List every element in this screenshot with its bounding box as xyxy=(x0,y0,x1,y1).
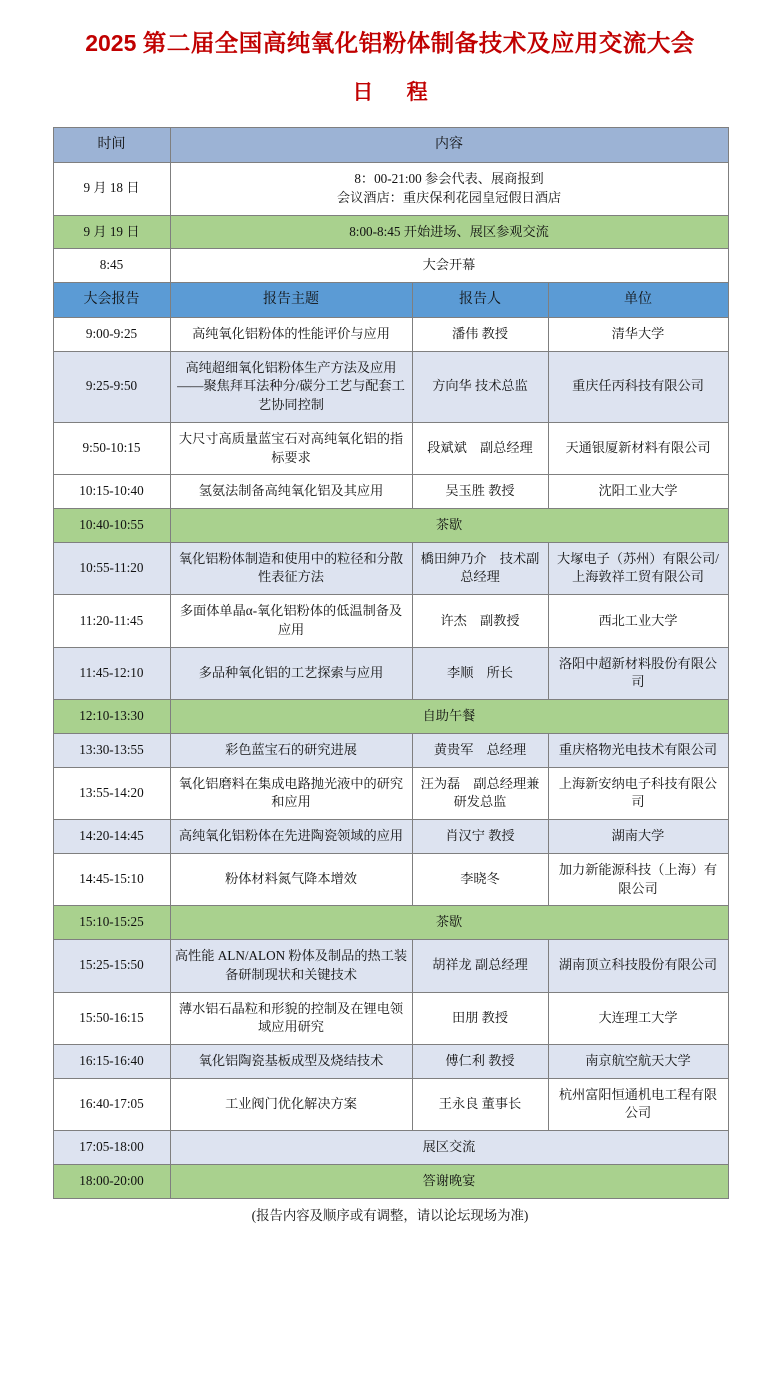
cell-speaker: 方向华 技术总监 xyxy=(412,351,548,422)
cell-time: 15:50-16:15 xyxy=(53,992,170,1044)
cell-time: 15:25-15:50 xyxy=(53,940,170,992)
cell-topic: 氧化铝粉体制造和使用中的粒径和分散性表征方法 xyxy=(170,542,412,594)
table-row xyxy=(53,1078,728,1130)
title-main-text: 第二届全国高纯氧化铝粉体制备技术及应用交流大会 xyxy=(142,31,695,57)
cell-speaker: 汪为磊 副总经理兼研发总监 xyxy=(412,767,548,819)
cell-content xyxy=(170,215,728,249)
schedule-table-wrap xyxy=(53,127,728,1198)
cell-org: 沈阳工业大学 xyxy=(548,475,728,509)
table-row xyxy=(53,906,728,940)
cell-topic: 大尺寸高质量蓝宝石对高纯氧化铝的指标要求 xyxy=(170,422,412,474)
table-row xyxy=(53,733,728,767)
table-row xyxy=(53,647,728,699)
cell-org: 大连理工大学 xyxy=(548,992,728,1044)
cell-topic: 工业阀门优化解决方案 xyxy=(170,1078,412,1130)
title-year: 2025 xyxy=(85,30,137,56)
table-row xyxy=(53,317,728,351)
page-subtitle: 日 程 xyxy=(352,80,442,105)
header-cell-content: 内容 xyxy=(170,128,728,163)
table-row xyxy=(53,992,728,1044)
table-header-row-sessions xyxy=(53,283,728,318)
content-line: 8：00-21:00 参会代表、展商报到 xyxy=(354,171,544,187)
cell-time: 10:15-10:40 xyxy=(53,475,170,509)
header-cell-time: 时间 xyxy=(53,128,170,163)
cell-break-label: 展区交流 xyxy=(170,1131,728,1165)
header-cell-speaker: 报告人 xyxy=(412,283,548,318)
cell-org: 重庆格物光电技术有限公司 xyxy=(548,733,728,767)
cell-time: 17:05-18:00 xyxy=(53,1131,170,1165)
header-cell-session-time: 大会报告 xyxy=(53,283,170,318)
cell-speaker: 王永良 董事长 xyxy=(412,1078,548,1130)
cell-speaker: 傅仁利 教授 xyxy=(412,1044,548,1078)
cell-break-label: 自助午餐 xyxy=(170,700,728,734)
page-title xyxy=(0,30,780,58)
cell-topic: 多品种氧化铝的工艺探索与应用 xyxy=(170,647,412,699)
cell-time: 16:40-17:05 xyxy=(53,1078,170,1130)
table-row xyxy=(53,475,728,509)
cell-topic: 粉体材料氮气降本增效 xyxy=(170,853,412,905)
content-line: 会议酒店：重庆保利花园皇冠假日酒店 xyxy=(336,189,562,205)
table-row xyxy=(53,767,728,819)
table-row xyxy=(53,422,728,474)
cell-speaker: 潘伟 教授 xyxy=(412,317,548,351)
cell-topic: 高纯氧化铝粉体在先进陶瓷领域的应用 xyxy=(170,820,412,854)
table-row xyxy=(53,351,728,422)
cell-org: 洛阳中超新材料股份有限公司 xyxy=(548,647,728,699)
cell-org: 西北工业大学 xyxy=(548,595,728,647)
cell-time: 11:20-11:45 xyxy=(53,595,170,647)
cell-time: 9:25-9:50 xyxy=(53,351,170,422)
table-row xyxy=(53,1131,728,1165)
table-row xyxy=(53,1044,728,1078)
cell-org: 重庆任丙科技有限公司 xyxy=(548,351,728,422)
table-row xyxy=(53,249,728,283)
cell-speaker: 肖汉宁 教授 xyxy=(412,820,548,854)
cell-time: 9 月 19 日 xyxy=(53,215,170,249)
cell-time: 9:50-10:15 xyxy=(53,422,170,474)
cell-speaker: 李顺 所长 xyxy=(412,647,548,699)
table-row xyxy=(53,853,728,905)
cell-speaker: 田朋 教授 xyxy=(412,992,548,1044)
cell-time: 9:00-9:25 xyxy=(53,317,170,351)
cell-time: 16:15-16:40 xyxy=(53,1044,170,1078)
cell-topic: 氢氨法制备高纯氧化铝及其应用 xyxy=(170,475,412,509)
cell-org: 上海新安纳电子科技有限公司 xyxy=(548,767,728,819)
cell-time: 14:45-15:10 xyxy=(53,853,170,905)
schedule-table-body xyxy=(53,128,728,1198)
cell-time: 14:20-14:45 xyxy=(53,820,170,854)
cell-content xyxy=(170,163,728,215)
cell-topic: 彩色蓝宝石的研究进展 xyxy=(170,733,412,767)
cell-org: 加力新能源科技（上海）有限公司 xyxy=(548,853,728,905)
cell-topic: 高纯氧化铝粉体的性能评价与应用 xyxy=(170,317,412,351)
content-line: 大会开幕 xyxy=(422,257,476,273)
table-row xyxy=(53,940,728,992)
cell-speaker: 李晓冬 xyxy=(412,853,548,905)
cell-time: 10:40-10:55 xyxy=(53,509,170,543)
header-cell-org: 单位 xyxy=(548,283,728,318)
cell-time: 8:45 xyxy=(53,249,170,283)
table-row xyxy=(53,509,728,543)
cell-break-label: 答谢晚宴 xyxy=(170,1164,728,1198)
cell-speaker: 橋田紳乃介 技术副总经理 xyxy=(412,542,548,594)
cell-topic: 薄水铝石晶粒和形貌的控制及在锂电领域应用研究 xyxy=(170,992,412,1044)
title-block xyxy=(0,0,780,106)
cell-speaker: 黄贵军 总经理 xyxy=(412,733,548,767)
cell-speaker: 吴玉胜 教授 xyxy=(412,475,548,509)
cell-speaker: 段斌斌 副总经理 xyxy=(412,422,548,474)
footer-note: (报告内容及顺序或有调整，请以论坛现场为准) xyxy=(251,1207,529,1223)
table-row xyxy=(53,595,728,647)
cell-break-label: 茶歇 xyxy=(170,906,728,940)
cell-time: 12:10-13:30 xyxy=(53,700,170,734)
table-row xyxy=(53,820,728,854)
cell-org: 湖南大学 xyxy=(548,820,728,854)
table-header-row-top xyxy=(53,128,728,163)
cell-time: 10:55-11:20 xyxy=(53,542,170,594)
cell-speaker: 胡祥龙 副总经理 xyxy=(412,940,548,992)
cell-org: 大塚电子（苏州）有限公司/上海敦祥工贸有限公司 xyxy=(548,542,728,594)
cell-org: 湖南顶立科技股份有限公司 xyxy=(548,940,728,992)
cell-topic: 氧化铝陶瓷基板成型及烧结技术 xyxy=(170,1044,412,1078)
table-row xyxy=(53,700,728,734)
table-row xyxy=(53,1164,728,1198)
cell-topic: 氧化铝磨料在集成电路抛光液中的研究和应用 xyxy=(170,767,412,819)
table-row xyxy=(53,215,728,249)
header-cell-topic: 报告主题 xyxy=(170,283,412,318)
cell-time: 11:45-12:10 xyxy=(53,647,170,699)
schedule-table xyxy=(53,127,729,1198)
cell-time: 18:00-20:00 xyxy=(53,1164,170,1198)
table-row xyxy=(53,163,728,215)
cell-time: 13:55-14:20 xyxy=(53,767,170,819)
cell-topic: 高性能 ALN/ALON 粉体及制品的热工装备研制现状和关键技术 xyxy=(170,940,412,992)
cell-time: 15:10-15:25 xyxy=(53,906,170,940)
cell-org: 杭州富阳恒通机电工程有限公司 xyxy=(548,1078,728,1130)
cell-time: 13:30-13:55 xyxy=(53,733,170,767)
cell-speaker: 许杰 副教授 xyxy=(412,595,548,647)
cell-org: 清华大学 xyxy=(548,317,728,351)
cell-topic: 高纯超细氧化铝粉体生产方法及应用——聚焦拜耳法种分/碳分工艺与配套工艺协同控制 xyxy=(170,351,412,422)
cell-org: 天通银厦新材料有限公司 xyxy=(548,422,728,474)
cell-time: 9 月 18 日 xyxy=(53,163,170,215)
cell-break-label: 茶歇 xyxy=(170,509,728,543)
content-line: 8:00-8:45 开始进场、展区参观交流 xyxy=(349,223,549,239)
cell-content xyxy=(170,249,728,283)
cell-topic: 多面体单晶α-氧化铝粉体的低温制备及应用 xyxy=(170,595,412,647)
table-row xyxy=(53,542,728,594)
cell-org: 南京航空航天大学 xyxy=(548,1044,728,1078)
